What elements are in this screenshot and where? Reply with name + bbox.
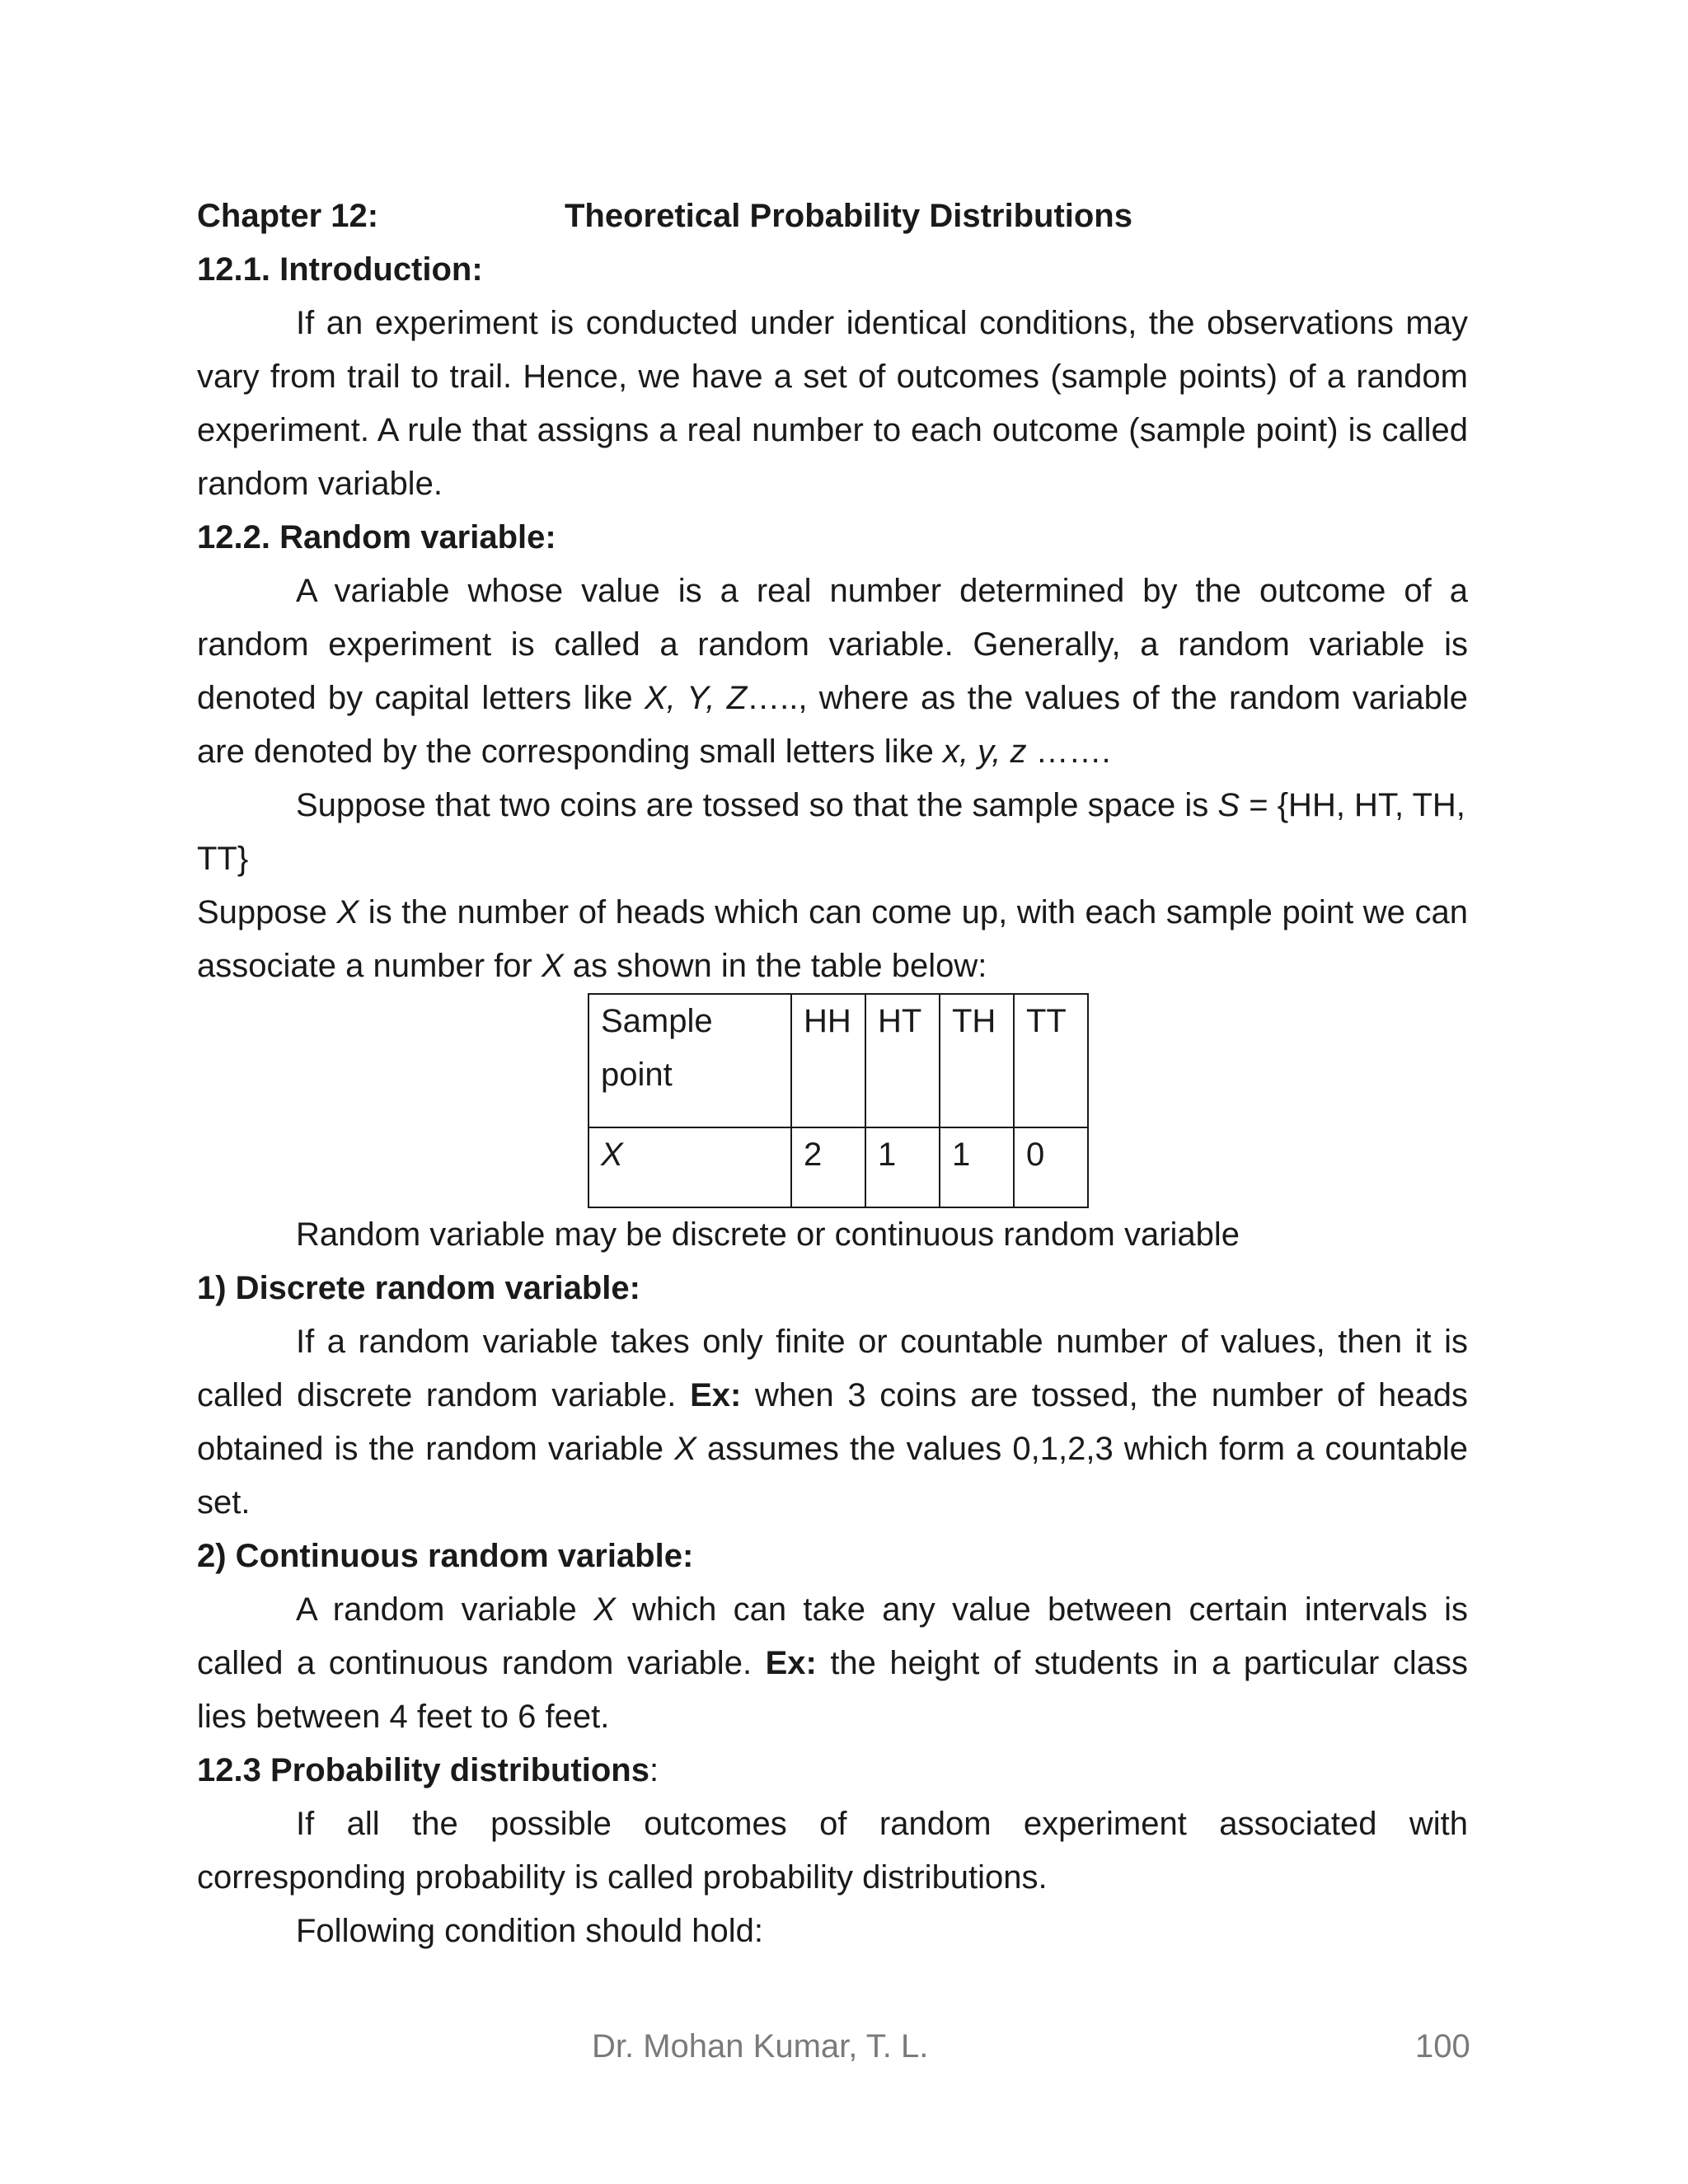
page-number: 100 (1415, 2028, 1470, 2064)
chapter-header (197, 190, 1468, 243)
probability-distributions-paragraph: If all the possible outcomes of random experiment associated with corresponding probability is called probability distributions. (197, 1806, 1468, 1896)
table-cell: HT (865, 994, 940, 1127)
section-heading-random-variable: 12.2. Random variable: (197, 519, 556, 555)
sample-space-continuation: TT} (197, 841, 249, 877)
capital-letters: X, Y, Z (644, 680, 748, 716)
table-row-label: X (588, 1127, 791, 1207)
document-page (197, 190, 1468, 1958)
continuous-paragraph: A random variable X which can take any value between certain intervals is called a continuous random variable. Ex: the height of students in a particular class lies between 4 feet to 6 feet. (197, 1591, 1468, 1735)
table-row (588, 1127, 1088, 1207)
table-cell: 0 (1014, 1127, 1088, 1207)
section-heading-continuous: 2) Continuous random variable: (197, 1538, 694, 1574)
table-cell: 1 (865, 1127, 940, 1207)
table-cell: HH (791, 994, 865, 1127)
footer-author: Dr. Mohan Kumar, T. L. (592, 2028, 929, 2064)
sample-space-sentence: Suppose that two coins are tossed so that the sample space is S = {HH, HT, TH, (296, 787, 1465, 823)
example-label: Ex: (690, 1377, 742, 1413)
random-variable-paragraph: A variable whose value is a real number determined by the outcome of a random experiment is called a random variable. Generally, a random variable is denoted by capital letters like X, Y, Z….., where as the values of the random variable are denoted by the corresponding small letters like x, y, z ……. (197, 573, 1468, 770)
example-label: Ex: (765, 1645, 817, 1681)
sample-space-symbol: S (1217, 787, 1240, 823)
table-cell: 2 (791, 1127, 865, 1207)
following-condition-line: Following condition should hold: (296, 1913, 764, 1949)
table-row-label: Sample point (588, 994, 791, 1127)
table-row (588, 994, 1088, 1127)
introduction-paragraph: If an experiment is conducted under identical conditions, the observations may vary from trail to trail. Hence, we have a set of outcomes (sample points) of a random experiment. A rule that assigns a real number to each outcome (sample point) is called random variable. (197, 305, 1468, 502)
table-cell: TH (940, 994, 1014, 1127)
chapter-label: Chapter 12: (197, 198, 379, 234)
heads-paragraph: Suppose X is the number of heads which can come up, with each sample point we can associate a number for X as shown in the table below: (197, 894, 1468, 984)
table-cell: TT (1014, 994, 1088, 1127)
discrete-or-continuous-sentence: Random variable may be discrete or continuous random variable (296, 1216, 1240, 1253)
discrete-paragraph: If a random variable takes only finite or countable number of values, then it is called discrete random variable. Ex: when 3 coins are tossed, the number of heads obtained is the random variable X assumes the values 0,1,2,3 which form a countable set. (197, 1324, 1469, 1521)
section-heading-probability-distributions: 12.3 Probability distributions: (197, 1752, 659, 1788)
section-heading-discrete: 1) Discrete random variable: (197, 1270, 640, 1306)
section-heading-introduction: 12.1. Introduction: (197, 251, 483, 288)
small-letters: x, y, z (942, 733, 1027, 770)
sample-point-table (588, 993, 1089, 1208)
chapter-title: Theoretical Probability Distributions (565, 198, 1132, 234)
table-cell: 1 (940, 1127, 1014, 1207)
